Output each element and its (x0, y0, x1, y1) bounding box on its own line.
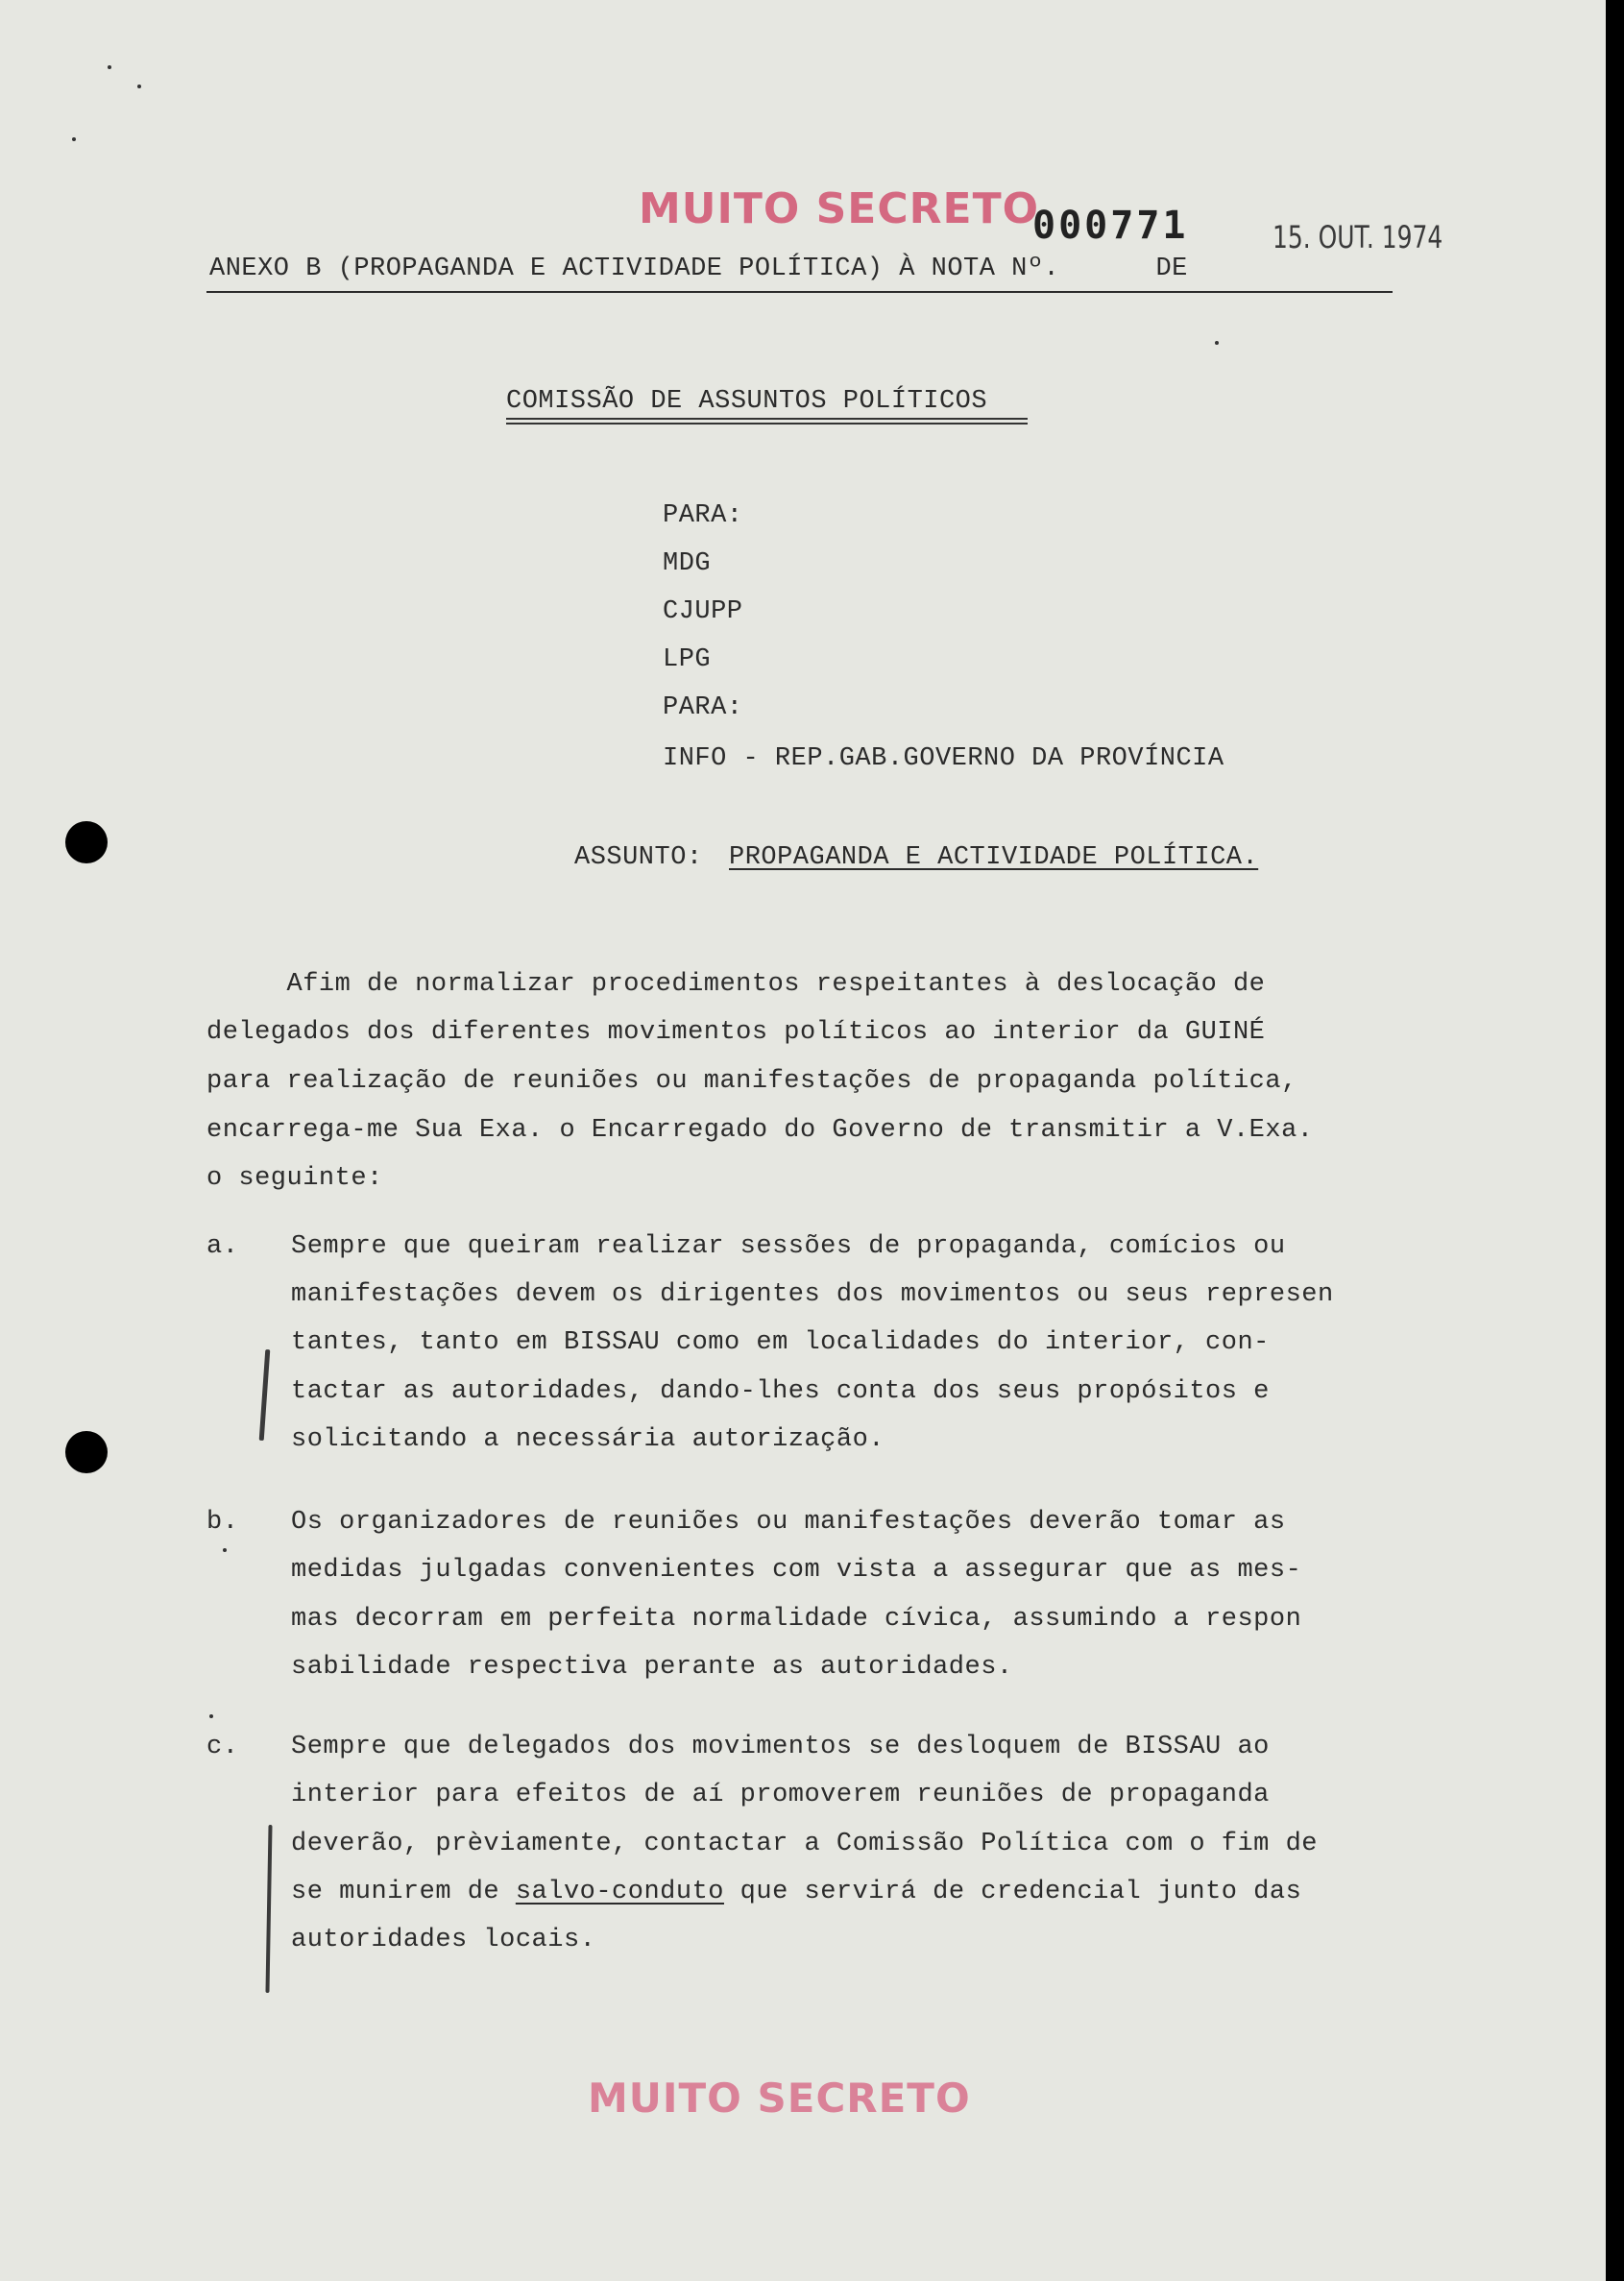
title: COMISSÃO DE ASSUNTOS POLÍTICOS (506, 387, 988, 416)
item-b-line: mas decorram em perfeita normalidade cívica, assumindo a respon (291, 1605, 1302, 1634)
speck (1215, 341, 1219, 345)
item-c-line-4-pre: se munirem de (291, 1878, 516, 1906)
item-b-line: sabilidade respectiva perante as autoridades. (291, 1653, 1013, 1682)
subject-label: ASSUNTO: (574, 843, 703, 872)
recipient-lpg: LPG (663, 645, 712, 674)
item-a-line: tactar as autoridades, dando-lhes conta dos seus propósitos e (291, 1377, 1270, 1406)
speck (209, 1714, 213, 1718)
binder-hole-bottom (65, 1431, 108, 1473)
recipient-cjupp: CJUPP (663, 597, 743, 626)
para-label-2: PARA: (663, 693, 743, 722)
title-double-rule (506, 418, 1028, 425)
item-a-line: Sempre que queiram realizar sessões de propaganda, comícios ou (291, 1232, 1286, 1261)
intro-line: o seguinte: (206, 1164, 383, 1193)
item-c-line: deverão, prèviamente, contactar a Comissão Política com o fim de (291, 1830, 1318, 1858)
classification-stamp-top: MUITO SECRETO (639, 184, 1040, 233)
annex-line: ANEXO B (PROPAGANDA E ACTIVIDADE POLÍTICA) À NOTA Nº. DE (209, 255, 1188, 283)
item-c-line: interior para efeitos de aí promoverem reuniões de propaganda (291, 1781, 1270, 1809)
intro-line: encarrega-me Sua Exa. o Encarregado do Governo de transmitir a V.Exa. (206, 1116, 1314, 1145)
intro-line: delegados dos diferentes movimentos políticos ao interior da GUINÉ (206, 1018, 1266, 1047)
item-c-line-4 (291, 1878, 1301, 1906)
document-date: 15. OUT. 1974 (1273, 219, 1443, 255)
speck (137, 85, 141, 88)
margin-mark-c (265, 1825, 272, 1993)
info-recipient: INFO - REP.GAB.GOVERNO DA PROVÍNCIA (663, 744, 1224, 773)
binder-hole-top (65, 821, 108, 863)
para-label-1: PARA: (663, 501, 743, 530)
document-number: 000771 (1032, 204, 1189, 248)
salvo-conduto-term: salvo-conduto (515, 1878, 724, 1906)
item-a-line: tantes, tanto em BISSAU como em localidades do interior, con- (291, 1328, 1270, 1357)
margin-mark-a (259, 1349, 271, 1441)
item-b-line: Os organizadores de reuniões ou manifestações deverão tomar as (291, 1508, 1286, 1537)
recipient-mdg: MDG (663, 549, 712, 578)
item-marker-c: c. (206, 1733, 239, 1761)
item-c-line: autoridades locais. (291, 1926, 596, 1954)
item-a-line: solicitando a necessária autorização. (291, 1425, 885, 1454)
speck (223, 1548, 227, 1552)
classification-stamp-bottom: MUITO SECRETO (588, 2075, 971, 2122)
speck (72, 137, 76, 141)
item-marker-a: a. (206, 1232, 239, 1261)
subject-text: PROPAGANDA E ACTIVIDADE POLÍTICA. (729, 843, 1259, 872)
annex-rule (206, 291, 1393, 293)
intro-line: para realização de reuniões ou manifestações de propaganda política, (206, 1067, 1297, 1096)
item-c-line-4-post: que servirá de credencial junto das (723, 1878, 1302, 1906)
item-marker-b: b. (206, 1508, 239, 1537)
intro-line: Afim de normalizar procedimentos respeitantes à deslocação de (206, 970, 1266, 999)
item-c-line: Sempre que delegados dos movimentos se desloquem de BISSAU ao (291, 1733, 1270, 1761)
speck (108, 65, 111, 69)
item-a-line: manifestações devem os dirigentes dos movimentos ou seus represen (291, 1280, 1334, 1309)
item-b-line: medidas julgadas convenientes com vista a assegurar que as mes- (291, 1556, 1302, 1585)
